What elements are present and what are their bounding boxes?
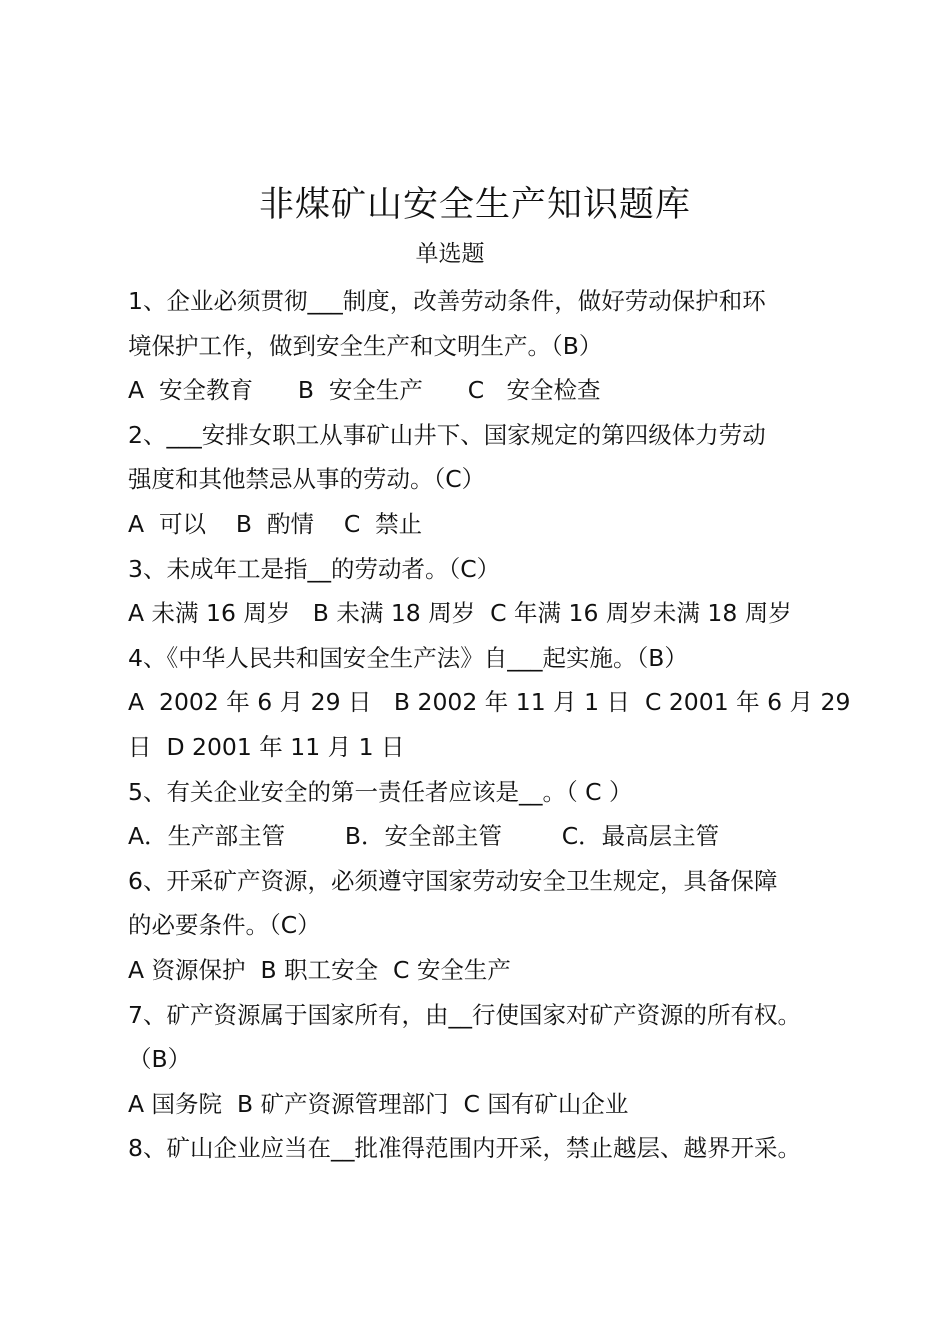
question-list <box>128 279 851 1171</box>
text-line: A 2002 年 6 月 29 日 B 2002 年 11 月 1 日 C 2001 年 6 月 29 <box>128 688 851 717</box>
text-line: （B） <box>128 1045 192 1074</box>
text-line: 日 D 2001 年 11 月 1 日 <box>128 732 405 761</box>
text-line: 8、矿山企业应当在__批准得范围内开采，禁止越层、越界开采。 <box>128 1134 801 1163</box>
text-line: A 未满 16 周岁 B 未满 18 周岁 C 年满 16 周岁未满 18 周岁 <box>128 599 792 628</box>
text-line: A 国务院 B 矿产资源管理部门 C 国有矿山企业 <box>128 1089 629 1118</box>
text-line: 的必要条件。（C） <box>128 911 321 940</box>
section-heading: 单选题 <box>415 241 485 267</box>
text-line: A 安全教育 B 安全生产 C 安全检查 <box>128 376 601 405</box>
text-line: 7、矿产资源属于国家所有，由__行使国家对矿产资源的所有权。 <box>128 1000 801 1029</box>
page-title: 非煤矿山安全生产知识题库 <box>258 185 691 225</box>
text-line: A 可以 B 酌情 C 禁止 <box>128 509 423 538</box>
text-line: 强度和其他禁忌从事的劳动。（C） <box>128 465 486 494</box>
text-line: A．生产部主管 B．安全部主管 C．最高层主管 <box>128 822 720 851</box>
text-line: 境保护工作，做到安全生产和文明生产。（B） <box>128 331 603 360</box>
text-line: 5、有关企业安全的第一责任者应该是__。（ C ） <box>128 777 633 806</box>
text-line: 4、《中华人民共和国安全生产法》自___起实施。（B） <box>128 643 688 672</box>
text-line: 6、开采矿产资源，必须遵守国家劳动安全卫生规定，具备保障 <box>128 866 778 895</box>
text-line: A 资源保护 B 职工安全 C 安全生产 <box>128 955 511 984</box>
text-line: 3、未成年工是指__的劳动者。（C） <box>128 554 501 583</box>
text-line: 1、企业必须贯彻___制度，改善劳动条件，做好劳动保护和环 <box>128 287 766 315</box>
text-line: 2、___安排女职工从事矿山井下、国家规定的第四级体力劳动 <box>128 420 766 449</box>
